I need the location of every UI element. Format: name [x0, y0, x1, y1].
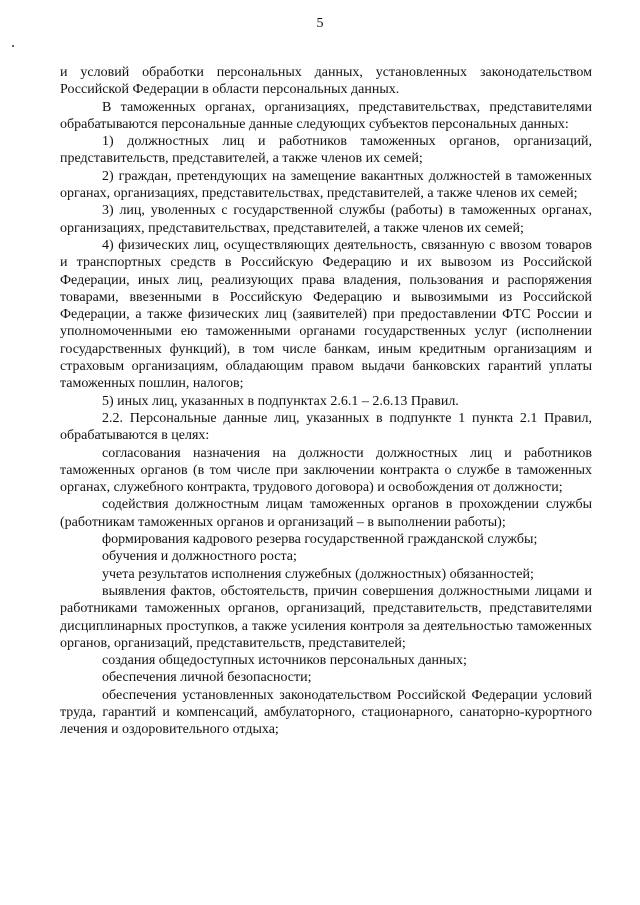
- purpose-item: содействия должностным лицам таможенных органов в прохождении службы (работникам таможенных органов и организаций – в выполнении работы);: [60, 497, 592, 530]
- page-number: 5: [316, 16, 324, 31]
- section-2-2-heading: 2.2. Персональные данные лиц, указанных в подпункте 1 пункта 2.1 Правил, обрабатываются в целях:: [60, 410, 592, 444]
- purpose-item: создания общедоступных источников персональных данных;: [102, 653, 467, 669]
- document-body: [60, 64, 592, 739]
- purpose-item: выявления фактов, обстоятельств, причин совершения должностными лицами и работниками таможенных органов, организаций, представительств, представителями дисциплинарных проступков, а также усиления контроля за деятельностью таможенных органов, организаций, представительств, представителей;: [60, 583, 592, 651]
- purpose-item: учета результатов исполнения служебных (должностных) обязанностей;: [102, 566, 534, 582]
- list-item-5: 5) иных лиц, указанных в подпунктах 2.6.1 – 2.6.13 Правил.: [102, 393, 459, 409]
- scan-speck: [12, 45, 14, 47]
- paragraph-continuation: и условий обработки персональных данных, установленных законодательством Российской Федерации в области персональных данных.: [60, 65, 592, 98]
- list-item-2: 2) граждан, претендующих на замещение вакантных должностей в таможенных органах, организациях, представительствах, представителей, а также членов их семей;: [60, 168, 592, 202]
- paragraph-subjects-intro: В таможенных органах, организациях, представительствах, представителями обрабатываются персональные данные следующих субъектов персональных данных:: [60, 99, 592, 132]
- purpose-item: обеспечения установленных законодательством Российской Федерации условий труда, гарантий и компенсаций, амбулаторного, стационарного, санаторно-курортного лечения и оздоровительного отдыха;: [60, 687, 592, 738]
- purpose-item: обеспечения личной безопасности;: [102, 670, 312, 686]
- purpose-item: формирования кадрового резерва государственной гражданской службы;: [102, 532, 538, 548]
- list-item-4: 4) физических лиц, осуществляющих деятельность, связанную с ввозом товаров и транспортных средств в Российскую Федерацию и их вывозом из Российской Федерации, иных лиц, реализующих права владения, пользования и распоряжения товарами, ввезенными в Российскую Федерацию и вывозимыми из Российской Федерации, а также физических лиц (заявителей) при предоставлении ФТС России и уполномоченными ею таможенными органами государственных услуг (исполнении государственных функций), в том числе банкам, иным кредитным организациям и страховым организациям, обладающим правом выдачи банковских гарантий уплаты таможенных пошлин, налогов;: [60, 237, 592, 392]
- purpose-item: согласования назначения на должности должностных лиц и работников таможенных органов (в том числе при заключении контракта о службе в таможенных органах, служебного контракта, трудового договора) и освобождения от должности;: [60, 445, 592, 496]
- purpose-item: обучения и должностного роста;: [102, 549, 297, 565]
- list-item-3: 3) лиц, уволенных с государственной службы (работы) в таможенных органах, организациях, представительствах, представителей, а также членов их семей;: [60, 203, 592, 236]
- list-item-1: 1) должностных лиц и работников таможенных органов, организаций, представительств, представителей, а также членов их семей;: [60, 134, 592, 167]
